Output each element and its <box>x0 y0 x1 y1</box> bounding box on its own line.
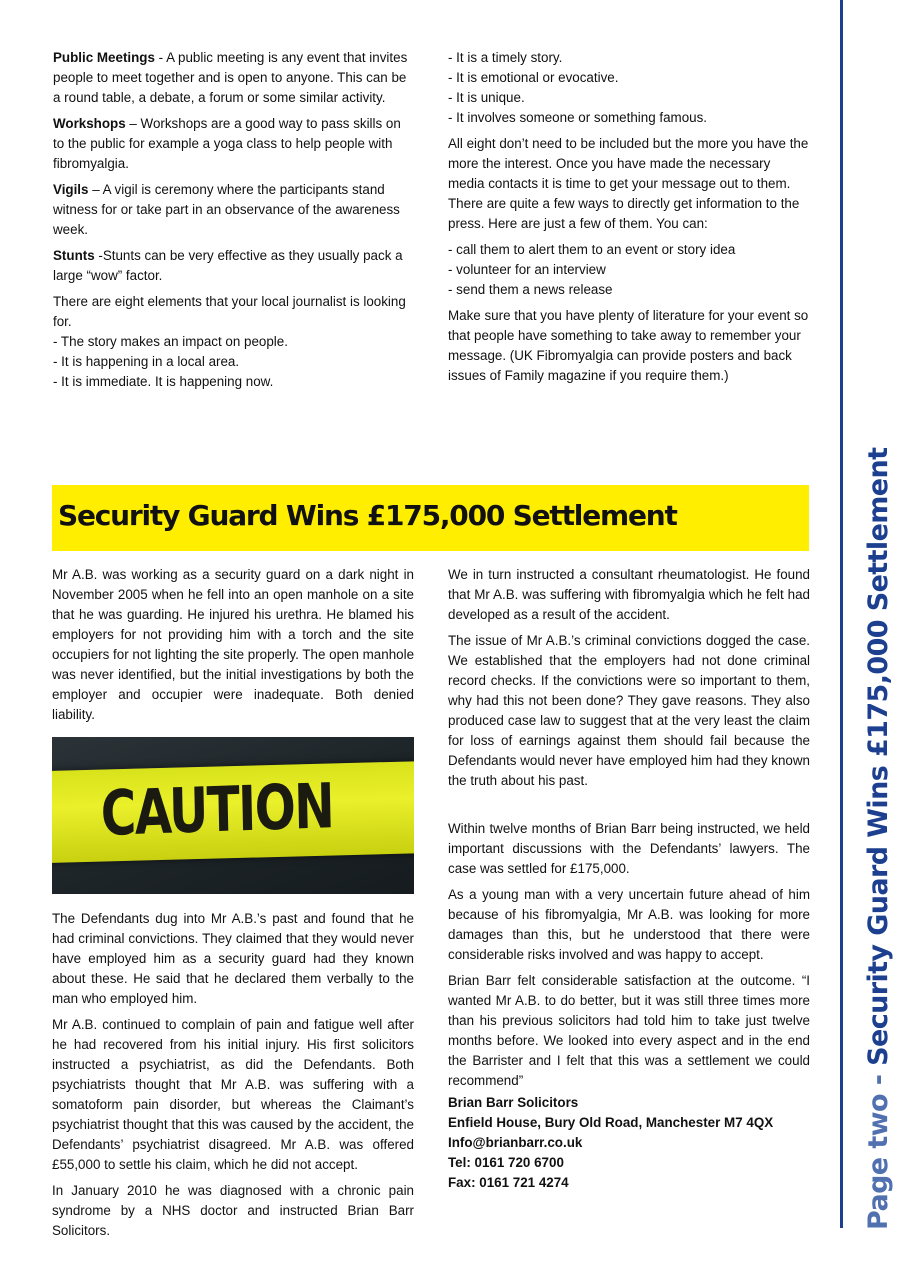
article-right-column <box>448 565 810 797</box>
article-paragraph: We in turn instructed a consultant rheumatologist. He found that Mr A.B. was suffering with fibromyalgia which he felt had developed as a result of the accident. <box>448 567 810 622</box>
list-item: - The story makes an impact on people. <box>53 334 288 349</box>
workshops-paragraph: Workshops – Workshops are a good way to pass skills on to the public for example a yoga class to help people with fibromyalgia. <box>53 116 401 171</box>
article-right-column-lower <box>448 819 810 1193</box>
sidebar-title-text: Security Guard Wins £175,000 Settlement <box>863 447 894 1066</box>
stunts-term: Stunts <box>53 248 95 263</box>
article-paragraph: Mr A.B. was working as a security guard on a dark night in November 2005 when he fell into an open manhole on a site that he was guarding. He injured his urethra. He blamed his employers for not providing him with a torch and the site occupiers for not lighting the site properly. The open manhole was never identified, but the initial investigations by both the employer and occupier were inadequate. Both denied liability. <box>52 567 415 722</box>
article-paragraph: The issue of Mr A.B.’s criminal convictions dogged the case. We established that the employers had not done criminal record checks. If the convictions were so important to them, why had this not been done? They gave reasons. They also produced case law to suggest that at the very least the claim for loss of earnings against them should fail because the Defendants would never have employed him had they known the truth about his past. <box>448 633 810 788</box>
public-meetings-paragraph: Public Meetings - A public meeting is any event that invites people to meet together and is open to anyone. This can be a round table, a debate, a forum or some similar activity. <box>53 50 408 105</box>
intro-left-column <box>53 48 415 392</box>
article-headline: Security Guard Wins £175,000 Settlement <box>58 499 677 532</box>
list-item: - It is emotional or evocative. <box>448 70 619 85</box>
stunts-paragraph: Stunts -Stunts can be very effective as they usually pack a large “wow” factor. <box>53 248 403 283</box>
article-paragraph: Mr A.B. continued to complain of pain and fatigue well after he had recovered from his initial injury. His first solicitors instructed a psychiatrist, as did the Defendants. Both psychiatrists thought that Mr A.B. was suffering with a somatoform pain disorder, but whereas the Claimant’s psychiatrist thought that this was caused by the accident, the Defendants’ psychiatrist disagreed. Mr A.B. was offered £55,000 to settle his claim, which he did not accept. <box>52 1017 414 1172</box>
sidebar-rule <box>840 0 843 1228</box>
contact-block <box>448 1093 810 1193</box>
caution-tape-image <box>52 737 414 894</box>
contact-name: Brian Barr Solicitors <box>448 1095 579 1110</box>
list-item: - It is immediate. It is happening now. <box>53 374 274 389</box>
list-item: - volunteer for an interview <box>448 262 606 277</box>
article-left-column-lower <box>52 909 414 1247</box>
article-paragraph: In January 2010 he was diagnosed with a chronic pain syndrome by a NHS doctor and instructed Brian Barr Solicitors. <box>52 1183 414 1238</box>
list-item: - It is happening in a local area. <box>53 354 240 369</box>
media-contacts-paragraph: All eight don’t need to be included but the more you have the more the interest. Once you have made the necessary media contacts it is time to get your message out to them. There are quite a few ways to directly get information to the press. Here are just a few of them. You can: <box>448 136 809 231</box>
article-paragraph: As a young man with a very uncertain future ahead of him because of his fibromyalgia, Mr A.B. was looking for more damages than this, but he understood that there were considerable risks involved and was happy to accept. <box>448 887 810 962</box>
article-left-column <box>52 565 414 731</box>
contact-email[interactable]: Info@brianbarr.co.uk <box>448 1135 583 1150</box>
list-item: - send them a news release <box>448 282 613 297</box>
contact-address: Enfield House, Bury Old Road, Manchester M7 4QX <box>448 1115 774 1130</box>
sidebar-page-label: Page two - <box>863 1065 894 1230</box>
eight-elements-paragraph: There are eight elements that your local journalist is looking for. <box>53 294 406 329</box>
list-item: - It is unique. <box>448 90 525 105</box>
vigils-term: Vigils <box>53 182 89 197</box>
workshops-term: Workshops <box>53 116 126 131</box>
headline-banner <box>52 485 809 551</box>
article-paragraph: Within twelve months of Brian Barr being instructed, we held important discussions with the Defendants’ lawyers. The case was settled for £175,000. <box>448 821 810 876</box>
vigils-paragraph: Vigils – A vigil is ceremony where the participants stand witness for or take part in an observance of the awareness week. <box>53 182 400 237</box>
list-item: - call them to alert them to an event or story idea <box>448 242 736 257</box>
article-paragraph: The Defendants dug into Mr A.B.’s past and found that he had criminal convictions. They claimed that they would never have employed him as a security guard had they known about these. He said that he declared them verbally to the man who employed him. <box>52 911 414 1006</box>
intro-right-column <box>448 48 810 392</box>
caution-word: CAUTION <box>100 769 334 850</box>
list-item: - It involves someone or something famous. <box>448 110 708 125</box>
list-item: - It is a timely story. <box>448 50 563 65</box>
article-paragraph: Brian Barr felt considerable satisfaction at the outcome. “I wanted Mr A.B. to do better, but it was still three times more than his previous solicitors had told him to take just twelve months before. We looked into every aspect and in the end the Barrister and I felt that this was a settlement we could recommend” <box>448 973 810 1088</box>
sidebar-vertical-title <box>862 448 896 1230</box>
contact-fax: Fax: 0161 721 4274 <box>448 1175 569 1190</box>
public-meetings-term: Public Meetings <box>53 50 155 65</box>
contact-tel: Tel: 0161 720 6700 <box>448 1155 564 1170</box>
literature-paragraph: Make sure that you have plenty of literature for your event so that people have something to take away to remember your message. (UK Fibromyalgia can provide posters and back issues of Family magazine if you require them.) <box>448 308 809 383</box>
